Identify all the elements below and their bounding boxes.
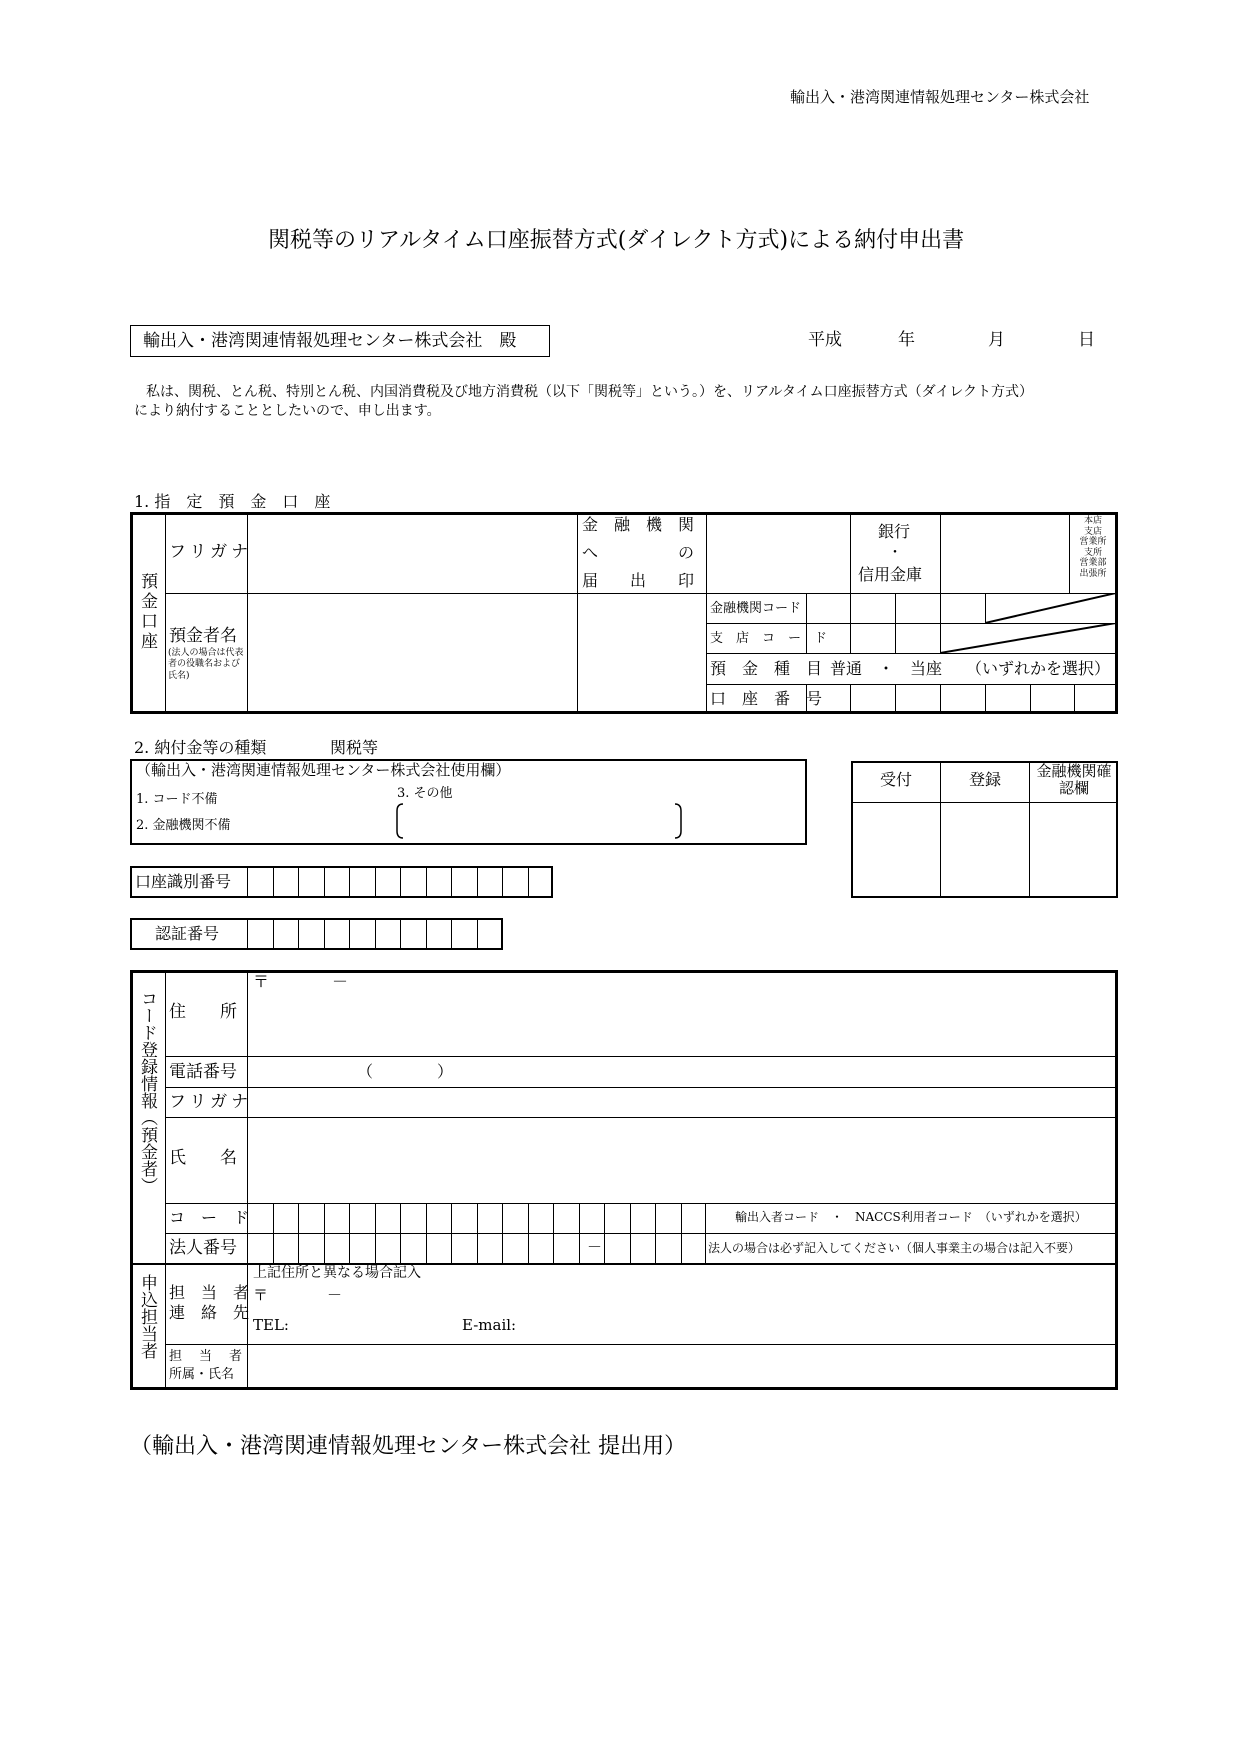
account-id-digit-box[interactable] — [247, 868, 273, 896]
corp-no-digit-box[interactable] — [324, 1233, 350, 1263]
code-digit-box[interactable] — [298, 1203, 324, 1233]
code-digit-box[interactable] — [579, 1203, 605, 1233]
date-era: 平成 — [808, 330, 842, 350]
address-postal-dash: － — [332, 972, 349, 991]
account-id-digit-box[interactable] — [502, 868, 528, 896]
date-day: 日 — [1078, 330, 1095, 350]
diff-address-note: 上記住所と異なる場合記入 — [253, 1265, 421, 1281]
corp-no-digit-box[interactable] — [502, 1233, 528, 1263]
code-digit-box[interactable] — [400, 1203, 426, 1233]
corp-no-digit-box[interactable] — [630, 1233, 656, 1263]
bank-type-dot: ・ — [888, 545, 902, 561]
seal-title-2: へ の — [582, 543, 695, 562]
tel-label: TEL: — [253, 1316, 289, 1334]
account-id-digit-box[interactable] — [273, 868, 299, 896]
corp-no-digit-box[interactable] — [400, 1233, 426, 1263]
corp-no-dash: － — [587, 1238, 603, 1256]
office-use-box — [130, 759, 807, 845]
seal-title-1: 金 融 機 関 — [582, 515, 695, 534]
code-digit-box[interactable] — [247, 1203, 273, 1233]
reg-furigana-label: フリガナ — [169, 1092, 253, 1112]
bank-code-strike — [985, 593, 1116, 623]
code-digit-box[interactable] — [681, 1203, 707, 1233]
code-digit-box[interactable] — [273, 1203, 299, 1233]
code-digit-box[interactable] — [604, 1203, 630, 1233]
auth-digit-box[interactable] — [375, 920, 401, 948]
applicant-side-label: 申込担当者 — [137, 1274, 157, 1359]
deposit-type-options: 普通 ・ 当座 （いずれかを選択） — [830, 659, 1111, 678]
section2-type-value: 関税等 — [330, 738, 379, 757]
date-month: 月 — [988, 330, 1005, 350]
corp-no-digit-box[interactable] — [528, 1233, 554, 1263]
auth-digit-box[interactable] — [477, 920, 503, 948]
code-digit-box[interactable] — [375, 1203, 401, 1233]
auth-digit-box[interactable] — [273, 920, 299, 948]
code-digit-box[interactable] — [324, 1203, 350, 1233]
code-digit-box[interactable] — [426, 1203, 452, 1233]
option-bank-missing: 2. 金融機関不備 — [136, 818, 231, 833]
seal-title-3: 届 出 印 — [582, 571, 695, 590]
name-label: 氏 名 — [169, 1148, 237, 1168]
auth-digit-box[interactable] — [298, 920, 324, 948]
option-code-missing: 1. コード不備 — [136, 792, 218, 807]
corp-no-digit-box[interactable] — [298, 1233, 324, 1263]
intro-line-2: により納付することとしたいので、申し出ます。 — [134, 403, 441, 419]
corp-no-digit-box[interactable] — [426, 1233, 452, 1263]
footer-submission: （輸出入・港湾関連情報処理センター株式会社 提出用） — [130, 1434, 687, 1459]
auth-digit-box[interactable] — [349, 920, 375, 948]
account-id-digit-box[interactable] — [400, 868, 426, 896]
bank-type-1: 銀行 — [878, 522, 911, 541]
phone-label: 電話番号 — [169, 1062, 237, 1082]
corp-no-digit-box[interactable] — [477, 1233, 503, 1263]
account-no-label: 口 座 番 号 — [710, 689, 823, 708]
auth-digit-box[interactable] — [324, 920, 350, 948]
option-other: 3. その他 — [397, 786, 453, 801]
corp-no-digit-box[interactable] — [681, 1233, 707, 1263]
corp-no-digit-box[interactable] — [375, 1233, 401, 1263]
contact-label-2: 連 絡 先 — [169, 1303, 250, 1322]
address-postal-mark: 〒 — [253, 972, 270, 991]
account-id-digit-box[interactable] — [375, 868, 401, 896]
auth-label: 認証番号 — [155, 924, 220, 943]
stamp-header-bank-confirm: 金融機関確認欄 — [1036, 762, 1112, 798]
branch-type-list: 本店 支店 営業所 支所 営業部 出張所 — [1079, 516, 1107, 580]
holder-note: (法人の場合は代表者の役職名および氏名) — [168, 648, 244, 681]
account-id-label: 口座識別番号 — [135, 872, 232, 891]
code-digit-box[interactable] — [630, 1203, 656, 1233]
corp-no-digit-box[interactable] — [247, 1233, 273, 1263]
code-digit-box[interactable] — [553, 1203, 579, 1233]
corp-no-label: 法人番号 — [169, 1238, 237, 1258]
auth-digit-box[interactable] — [400, 920, 426, 948]
person-label-1: 担 当 者 — [169, 1349, 245, 1364]
account-id-digit-box[interactable] — [324, 868, 350, 896]
header-company: 輸出入・港湾関連情報処理センター株式会社 — [790, 88, 1090, 106]
code-digit-box[interactable] — [477, 1203, 503, 1233]
account-id-digit-box[interactable] — [477, 868, 503, 896]
corp-no-digit-box[interactable] — [451, 1233, 477, 1263]
bank-type-2: 信用金庫 — [858, 565, 923, 584]
auth-digit-box[interactable] — [426, 920, 452, 948]
other-bracket — [395, 803, 685, 839]
code-digit-box[interactable] — [528, 1203, 554, 1233]
email-label: E-mail: — [462, 1316, 517, 1334]
account-id-digit-box[interactable] — [426, 868, 452, 896]
auth-digit-box[interactable] — [247, 920, 273, 948]
code-digit-box[interactable] — [502, 1203, 528, 1233]
account-id-digit-box[interactable] — [298, 868, 324, 896]
corp-no-digit-box[interactable] — [553, 1233, 579, 1263]
contact-label-1: 担 当 者 — [169, 1283, 250, 1302]
stamp-header-received: 受付 — [880, 770, 913, 789]
deposit-side-label: 預金口座 — [137, 572, 157, 652]
address-label: 住 所 — [169, 1002, 237, 1022]
deposit-type-label: 預 金 種 目 — [710, 659, 823, 678]
branch-code-strike — [940, 623, 1116, 653]
section2-heading: 2. 納付金等の種類 — [134, 738, 267, 757]
intro-line-1: 私は、関税、とん税、特別とん税、内国消費税及び地方消費税（以下「関税等」という。）を、リアルタイム口座振替方式（ダイレクト方式） — [146, 384, 1034, 400]
corp-no-digit-box[interactable] — [273, 1233, 299, 1263]
code-label: コ ー ド — [169, 1208, 250, 1227]
applicant-postal-mark: 〒 — [253, 1286, 269, 1304]
auth-digit-box[interactable] — [451, 920, 477, 948]
addressee: 輸出入・港湾関連情報処理センター株式会社 殿 — [143, 331, 517, 351]
section1-heading: 1. 指 定 預 金 口 座 — [134, 492, 331, 511]
office-use-label: （輸出入・港湾関連情報処理センター株式会社使用欄） — [136, 761, 511, 779]
corp-no-digit-box[interactable] — [655, 1233, 681, 1263]
bank-code-label: 金融機関コード — [710, 601, 802, 616]
furigana-label: フリガナ — [169, 542, 253, 562]
phone-parens: （ ） — [357, 1062, 454, 1081]
account-id-digit-box[interactable] — [349, 868, 375, 896]
addressee-box — [130, 325, 550, 357]
applicant-postal-dash: － — [327, 1286, 343, 1304]
corp-no-digit-box[interactable] — [604, 1233, 630, 1263]
person-label-2: 所属・氏名 — [169, 1367, 235, 1382]
corp-no-digit-box[interactable] — [349, 1233, 375, 1263]
branch-code-label: 支 店 コ ー ド — [710, 631, 828, 646]
stamp-header-registered: 登録 — [969, 770, 1002, 789]
code-note: 輸出入者コード ・ NACCS利用者コード （いずれかを選択） — [735, 1210, 1087, 1224]
code-digit-box[interactable] — [349, 1203, 375, 1233]
code-digit-box[interactable] — [655, 1203, 681, 1233]
holder-label: 預金者名 — [169, 626, 237, 646]
date-year: 年 — [898, 330, 915, 350]
page-title: 関税等のリアルタイム口座振替方式(ダイレクト方式)による納付申出書 — [268, 228, 965, 253]
account-id-digit-box[interactable] — [528, 868, 554, 896]
code-digit-box[interactable] — [451, 1203, 477, 1233]
code-reg-side-label: コード登録情報（預金者） — [137, 990, 157, 1194]
account-id-digit-box[interactable] — [451, 868, 477, 896]
corp-note: 法人の場合は必ず記入してください（個人事業主の場合は記入不要） — [708, 1241, 1081, 1255]
